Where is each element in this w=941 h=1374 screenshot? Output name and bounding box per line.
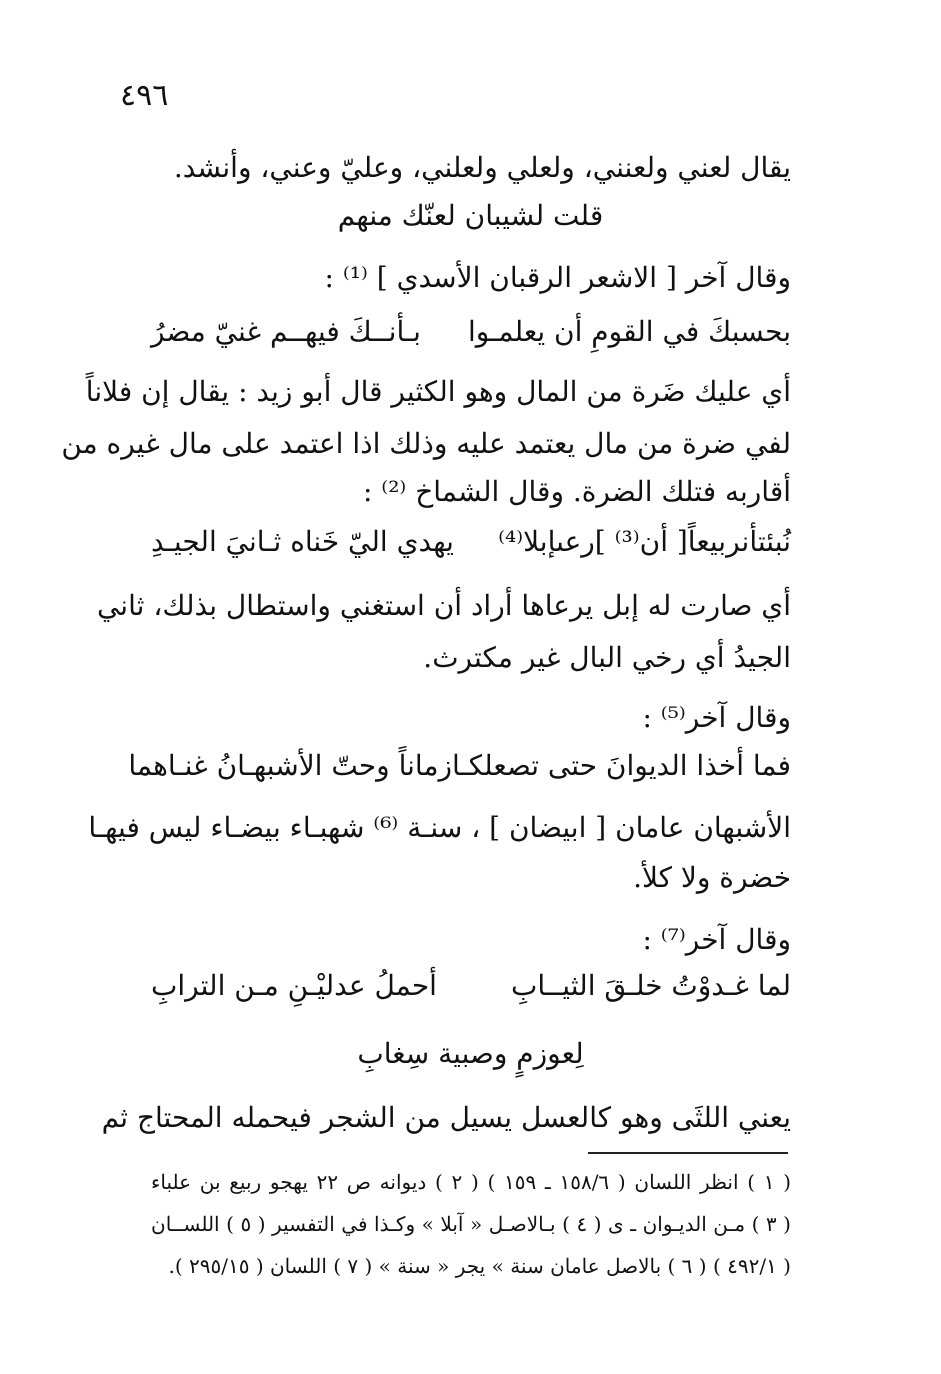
text-line: وقال آخر⁽⁵⁾ :: [642, 701, 791, 734]
verse-hemistich: نُبئتأنربيعاً[ أن⁽³⁾ ]رعىإبلا⁽⁴⁾: [498, 525, 791, 558]
text-line: الجيدُ أي رخي البال غير مكترث.: [423, 641, 791, 674]
text-line: خضرة ولا كلأ.: [633, 861, 791, 894]
quoted-verse: قلت لشيبان لعنّك منهم: [337, 199, 604, 232]
text-line: لفي ضرة من مال يعتمد عليه وذلك اذا اعتمد على مال غيره من: [61, 427, 791, 460]
footnote-divider: [588, 1152, 788, 1154]
verse-line: [151, 522, 791, 562]
verse-line: لِعوزمٍ وصبية سِغابِ: [357, 1037, 584, 1070]
verse-line: [151, 312, 791, 352]
text-line: أي عليك ضَرة من المال وهو الكثير قال أبو زيد : يقال إن فلاناً: [85, 375, 791, 408]
text-line: أقاربه فتلك الضرة. وقال الشماخ ⁽²⁾ :: [362, 475, 791, 508]
footnote-line: ( ٣ ) مـن الديـوان ـ ى ( ٤ ) بـالاصـل « آبلا » وكـذا في التفسير ( ٥ ) اللســان: [151, 1212, 791, 1236]
verse-hemistich: زماناً وحتّ الأشبهـانُ غنـاهما: [128, 749, 452, 782]
verse-hemistich: لما غـدوْتُ خلـقَ الثيــابِ: [510, 969, 791, 1002]
text-line: يقال لعني ولعنني، ولعلي ولعلني، وعليّ وعني، وأنشد.: [173, 151, 791, 184]
verse-hemistich: فما أخذا الديوانَ حتى تصعلكـا: [451, 749, 791, 782]
verse-hemistich: بـأنــكَ فيهــم غنيّ مضرُ: [151, 315, 421, 348]
page-number: ٤٩٦: [120, 78, 169, 113]
verse-line: [151, 966, 791, 1006]
text-line: يعني اللثَى وهو كالعسل يسيل من الشجر فيحمله المحتاج ثم: [101, 1101, 791, 1134]
text-line: وقال آخر⁽⁷⁾ :: [642, 923, 791, 956]
verse-hemistich: يهدي اليّ خَناه ثـانيَ الجيـدِ: [151, 525, 454, 558]
footnote-line: ( ٤٩٢/١ ) ( ٦ ) بالاصل عامان سنة » يجر « سنة » ( ٧ ) اللسان ( ٢٩٥/١٥ ).: [168, 1254, 791, 1278]
footnote-line: ( ١ ) انظر اللسان ( ١٥٨/٦ ـ ١٥٩ ) ( ٢ ) ديوانه ص ٢٢ يهجو ربيع بن علباء: [151, 1170, 791, 1194]
verse-hemistich: أحملُ عدليْـنِ مـن الترابِ: [151, 969, 437, 1002]
verse-line: [128, 746, 791, 786]
text-line: أي صارت له إبل يرعاها أراد أن استغني واستطال بذلك، ثاني: [96, 589, 791, 622]
verse-hemistich: بحسبكَ في القومِ أن يعلمـوا: [467, 315, 791, 348]
text-line: الأشبهان عامان [ ابيضان ] ، سنـة ⁽⁶⁾ شهبـاء بيضـاء ليس فيهـا: [88, 811, 791, 844]
text-line: وقال آخر [ الاشعر الرقبان الأسدي ] ⁽¹⁾ :: [324, 261, 791, 294]
